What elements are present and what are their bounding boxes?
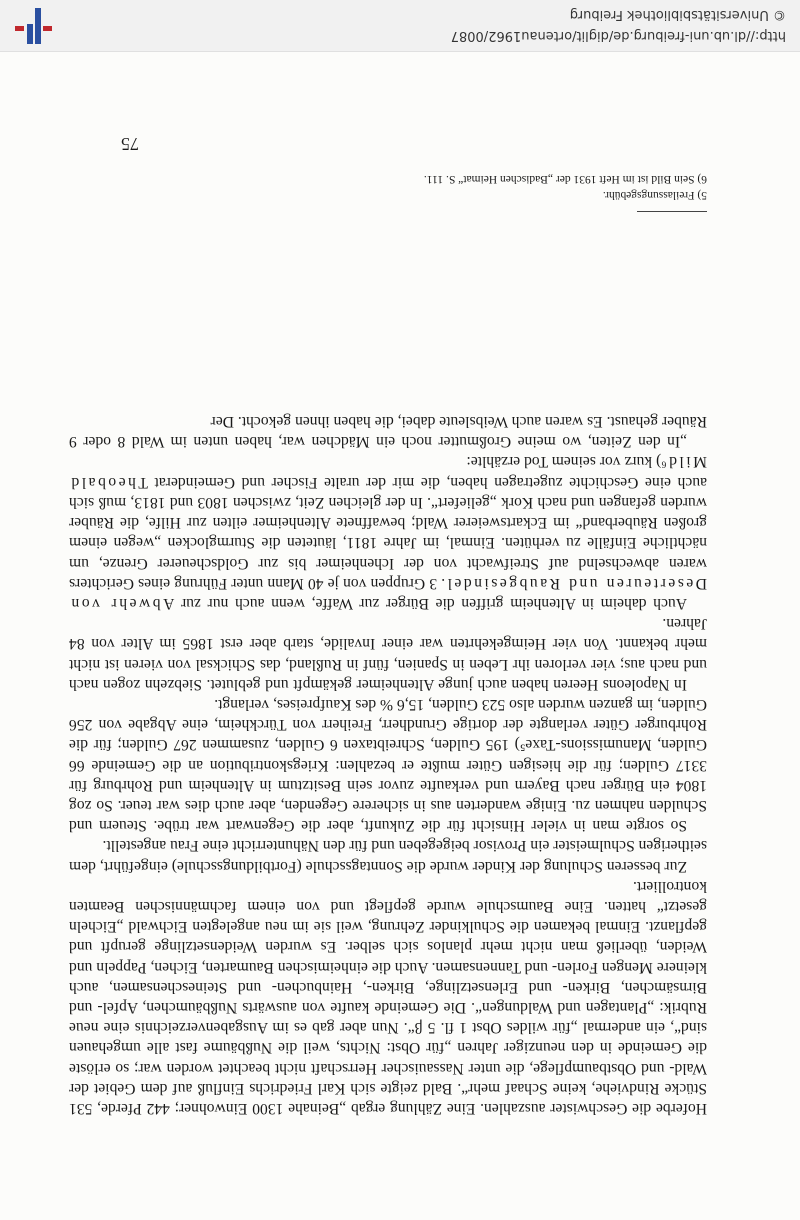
ub-freiburg-logo-icon[interactable] [12, 6, 52, 46]
copyright-notice: © Universitätsbibliothek Freiburg [569, 7, 786, 22]
paragraph-1: Hoferbe die Geschwister auszahlen. Eine Zählung ergab „Beinahe 1300 Einwohner; 442 Pferde, 531 Stücke Rindviehe, keine Schaaf mehr“. Bald zeigte sich Karl Friedrichs Einfluß auf dem Gebiet der Wald- und Obstbaumpflege, die unter Nassauischer Herrschaft nicht beachtet worden war; so erlöste die Gemeinde in den neunziger Jahren „für Obst: Nichts, weil die Nußbäume fast alle umgehauen sind“, ein andermal „für wildes Obst 1 fl. 5 β“. Nun aber gab es im Ausgabenverzeichnis eine neue Rubrik: „Plantagen und Waldungen“. Die Gemeinde kaufte von auswärts Nußbäumchen, Apfel- und Birnsämchen, Birken- und Erlensetzlinge, Birken-, Hainbuchen- und Steineschensamen, auch kleinere Mengen Forlen- und Tannensamen. Auch die einheimischen Baumarten, Eichen, Pappeln und Weiden, überließ man nicht mehr planlos sich selber. Es wurden Weidensetzlinge gerupft und gepflanzt. Einmal bekamen die Schulkinder Zehrung, weil sie im neu angelegten Eichwald „Eicheln gesetzt“ hatten. Eine Baumschule wurde gepflegt und von einem fachmännischen Beamten kontrolliert. [69, 877, 707, 1117]
paragraph-5-middle: . 3 Gruppen von je 40 Mann unter Führung eines Gerichters waren abwechselnd auf Streifwacht von der Ichenheimer bis zur Goldscheuerer Grenze, um nächtliche Einfälle zu verhüten. Einmal, im Jahre 1811, läuteten die Sturmglocken „wegen einem großen Räuberband“ im Eckartsweierer Wald; bewaffnete Altenheimer eilten zur Hilfe, die Räuber wurden gefangen und nach Kork „geliefert“. In der gleichen Zeit, zwischen 1803 und 1813, muß sich auch eine Geschichte zugetragen haben, die mir der uralte Fischer und Gemeinderat [69, 473, 707, 592]
paragraph-5-start: Auch daheim in Altenheim griffen die Bürger zur Waffe, wenn auch nur zur [174, 594, 687, 612]
footnote-6: 6) Sein Bild ist im Heft 1931 der „Badischen Heimat“ S. 111. [423, 173, 707, 185]
paragraph-4: In Napoleons Heeren haben auch junge Altenheimer gekämpft und geblutet. Siebzehn zogen nach und nach aus; vier verloren ihr Leben in Spanien, fünf in Rußland, das Schicksal von vieren ist nicht mehr bekannt. Von vier Heimgekehrten war einer Invalide, starb aber erst 1865 im Alter von 84 Jahren. [69, 615, 707, 693]
paragraph-5 [69, 451, 707, 613]
body-text [69, 411, 707, 1118]
paragraph-5-end: ⁶) kurz vor seinem Tod erzählte: [466, 453, 667, 471]
footnotes [69, 171, 707, 203]
viewer-header [0, 0, 800, 52]
paragraph-2: Zur besseren Schulung der Kinder wurde die Sonntagsschule (Fortbildungsschule) eingeführt, dem seitherigen Schulmeister ein Provisor beigegeben und für den Nähunterricht eine Frau angestellt. [69, 837, 707, 875]
spaced-phrase: Abwehr von Deserteuren und Raubgesindel [69, 574, 707, 612]
scanned-page [0, 52, 800, 1220]
footnote-divider [637, 211, 707, 212]
paragraph-6: „In den Zeiten, wo meine Großmutter noch ein Mädchen war, haben unten im Wald 8 oder 9 Räuber gehaust. Es waren auch Weibsleute dabei, die haben ihnen gekocht. Der [69, 413, 707, 451]
spaced-name: Theobald Mild [69, 453, 707, 491]
page-number: 75 [121, 134, 139, 154]
paragraph-3: So sorgte man in vieler Hinsicht für die Zukunft, aber die Gegenwart war trübe. Steuern und Schulden nahmen zu. Einige wanderten aus in sicherere Gegenden, aber auch dies war teuer. So zog 1804 ein Bürger nach Bayern und verkaufte zuvor sein Besitztum in Altenheim und Rohrburg für 3317 Gulden; für die hiesigen Güter mußte er bezahlen: Kriegskontribution an die Gemeinde 66 Gulden, Manumissions-Taxe⁵) 195 Gulden, Schreibtaxen 6 Gulden, zusammen 267 Gulden; für die Rohrburger Güter verlangte der dortige Grundherr, Freiherr von Türckheim, eine Abgabe von 256 Gulden, im ganzen wurden also 523 Gulden, 15,6 % des Kaufpreises, verlangt. [69, 695, 707, 835]
source-url[interactable]: http://dl.ub.uni-freiburg.de/diglit/ortenau1962/0087 [450, 28, 786, 43]
footnote-5: 5) Freilassungsgebühr. [602, 189, 707, 201]
